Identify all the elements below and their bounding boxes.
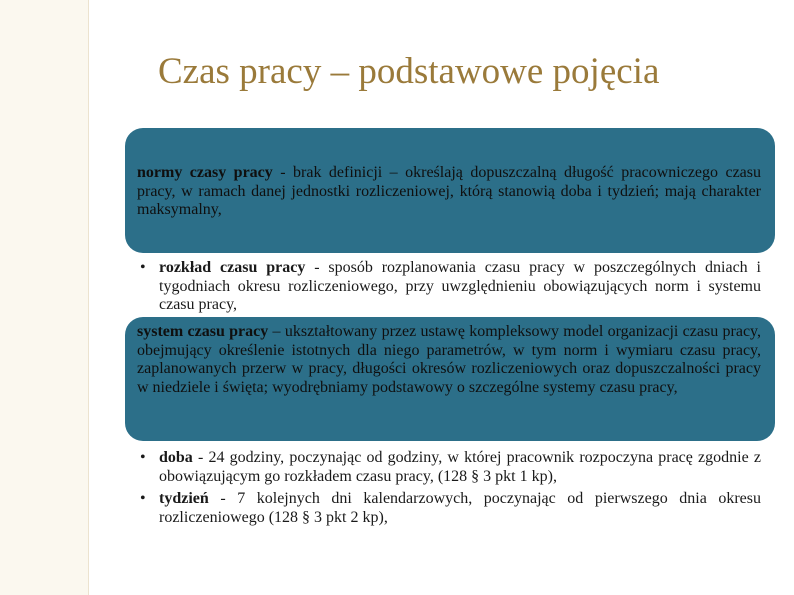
term-normy: normy czasy pracy bbox=[137, 164, 273, 181]
definition-doba-text: - 24 godziny, poczynając od godziny, w której pracownik rozpoczyna pracę zgodnie z obowiązującym go rozkładem czasu pracy, (128 § 3 pkt 1 kp), bbox=[159, 449, 761, 485]
bullet-marker: • bbox=[140, 449, 146, 466]
slide-title: Czas pracy – podstawowe pojęcia bbox=[158, 51, 660, 92]
left-decorative-band bbox=[0, 0, 89, 595]
definition-tydzien bbox=[159, 490, 761, 527]
definition-normy bbox=[137, 164, 761, 220]
definition-normy-text: - brak definicji – określają dopuszczalną długość pracowniczego czasu pracy, w ramach danej jednostki rozliczeniowej, którą stanowią doba i tydzień; mają charakter maksymalny, bbox=[137, 164, 762, 218]
definition-rozklad-text: - sposób rozplanowania czasu pracy w poszczególnych dniach i tygodniach okresu rozliczeniowego, przy uwzględnieniu obowiązujących norm i systemu czasu pracy, bbox=[159, 259, 761, 313]
bullet-marker: • bbox=[140, 259, 146, 276]
definition-doba bbox=[159, 449, 761, 486]
term-doba: doba bbox=[159, 449, 193, 466]
term-system: system czasu pracy bbox=[137, 323, 269, 340]
definition-system-text: – ukształtowany przez ustawę kompleksowy model organizacji czasu pracy, obejmujący określenie istotnych dla niego parametrów, w tym norm i wymiaru czasu pracy, zaplanowanych przerw w pracy, długości okresów rozliczeniowych oraz dopuszczalności pracy w niedziele i święta; wyodrębniamy podstawowy o szczególne systemy czasu pracy, bbox=[137, 323, 762, 396]
definition-rozklad bbox=[159, 259, 761, 313]
definition-tydzien-text: - 7 kolejnych dni kalendarzowych, poczynając od pierwszego dnia okresu rozliczeniowego (128 § 3 pkt 2 kp), bbox=[159, 490, 761, 526]
bullet-marker: • bbox=[140, 490, 146, 507]
term-tydzien: tydzień bbox=[159, 490, 209, 507]
definition-system bbox=[137, 323, 761, 397]
term-rozklad: rozkład czasu pracy bbox=[159, 259, 306, 276]
